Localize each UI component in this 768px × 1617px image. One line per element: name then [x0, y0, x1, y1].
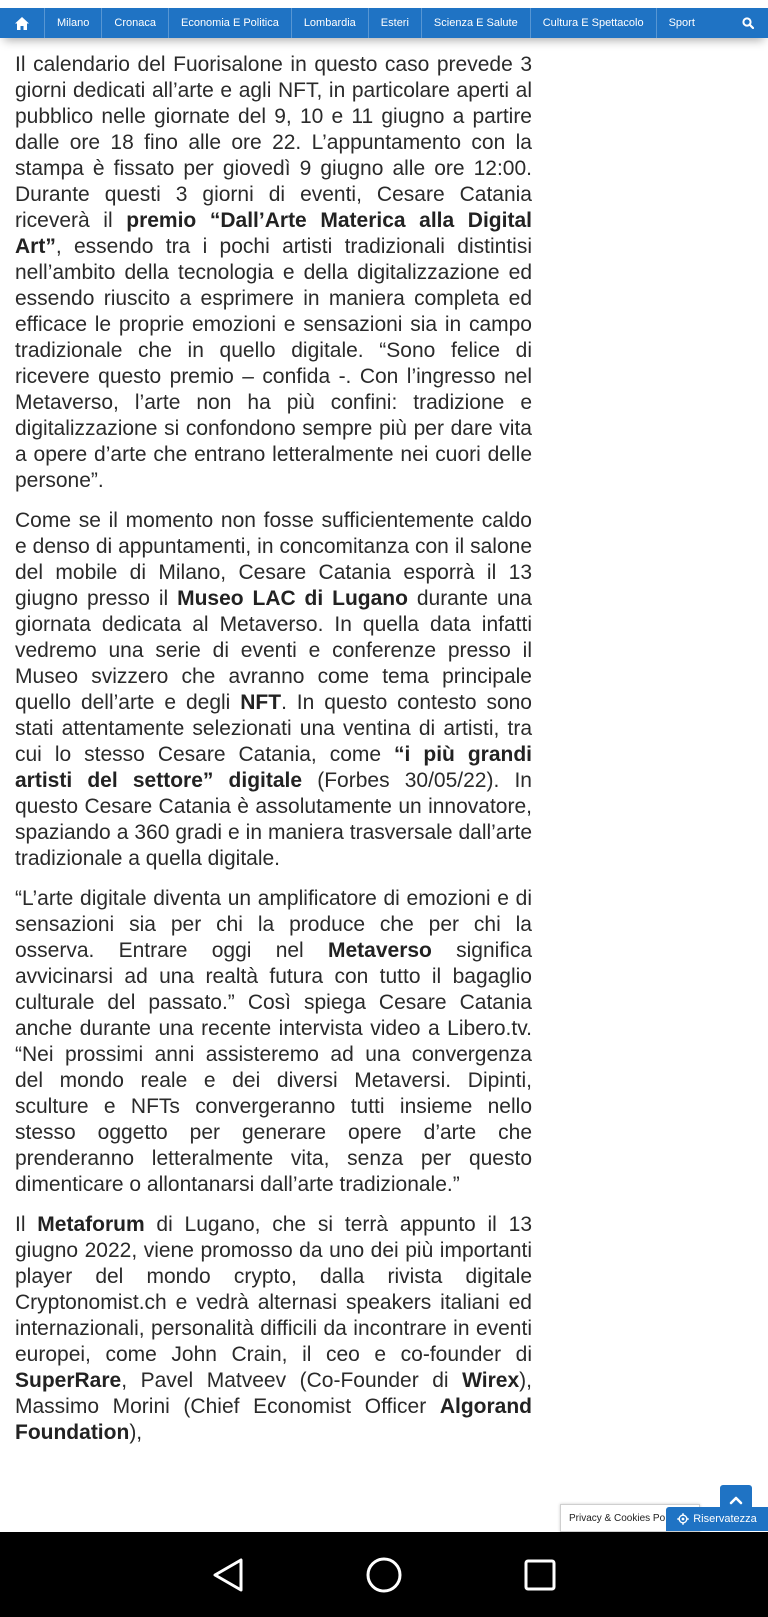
main-navigation — [0, 8, 768, 38]
recents-square-icon — [523, 1558, 557, 1592]
bold-text: Metaforum — [37, 1213, 145, 1236]
nav-item-lombardia[interactable]: Lombardia — [292, 8, 369, 38]
gear-icon — [677, 1513, 689, 1525]
system-home-button[interactable] — [360, 1551, 408, 1599]
bold-text: Metaverso — [327, 939, 432, 962]
system-recents-button[interactable] — [516, 1551, 564, 1599]
bold-text: Museo LAC di Lugano — [177, 587, 408, 610]
bold-text: Wirex — [462, 1369, 520, 1392]
bold-text: “i più grandi artisti del settore” digitale — [15, 743, 533, 792]
paragraph-quote-metaverso — [15, 886, 532, 1198]
text-span: Come se il momento non fosse sufficientemente caldo e denso di appuntamenti, in concomitanza con il salone del mobile di Milano, Cesare Catania esporrà il 13 giugno presso il — [15, 509, 532, 610]
bold-text: SuperRare — [15, 1369, 122, 1392]
text-span: ), Massimo Morini (Chief Economist Officer — [15, 1369, 532, 1418]
text-span: significa avvicinarsi ad una realtà futura con tutto il bagaglio culturale del passato.” Così spiega Cesare Catania anche durante una recente intervista video a Libero.tv. “Nei prossimi anni assisteremo ad una convergenza del mondo reale e dei diversi Metaversi. Dipinti, sculture e NFTs convergeranno tutti insieme nello stesso oggetto per generare opere d’arte che prenderanno letteralmente vita, senza per questo dimenticare o allontanarsi dall’arte tradizionale.” — [15, 939, 532, 1196]
text-span: di Lugano, che si terrà appunto il 13 giugno 2022, viene promosso da uno dei più importanti player del mondo crypto, dalla rivista digitale Cryptonomist.ch e vedrà alternasi speakers italiani ed internazionali, personalità difficili da incontrare in eventi europei, come John Crain, il ceo e co-founder di — [15, 1213, 532, 1366]
search-button[interactable] — [728, 8, 768, 38]
nav-item-milano[interactable]: Milano — [45, 8, 102, 38]
paragraph-fuorisalone — [15, 52, 532, 494]
nav-item-sport[interactable]: Sport — [668, 17, 695, 29]
text-span: , essendo tra i pochi artisti tradizionali distintisi nell’ambito della tecnologia e della digitalizzazione ed essendo riuscito a esprimere in maniera completa ed efficace le proprie emozioni e sensazioni sia in campo tradizionale che in quello digitale. “Sono felice di ricevere questo premio – confida -. Con l’ingresso nel Metaverso, l’arte non ha più confini: tradizione e digitalizzazione si confondono sempre più per dare vita a opere d’arte che entrano letteralmente nei cuori delle persone”. — [15, 235, 532, 492]
search-icon — [742, 17, 754, 29]
system-navigation-bar — [0, 1532, 768, 1617]
privacy-notice-text: Privacy & Cookies Po — [569, 1512, 666, 1524]
back-triangle-icon — [211, 1557, 245, 1593]
bold-text: premio “Dall’Arte Materica alla Digital Art” — [15, 209, 532, 258]
text-span: , Pavel Matveev (Co-Founder di — [121, 1369, 463, 1392]
paragraph-metaforum — [15, 1212, 532, 1446]
article-body — [15, 52, 532, 1460]
home-button[interactable] — [0, 8, 45, 38]
text-span: . In questo contesto sono stati attentamente selezionati una ventina di artisti, tra cui lo stesso Cesare Catania, come — [15, 691, 532, 766]
bold-text: NFT — [240, 691, 282, 714]
text-span: Il — [15, 1213, 38, 1236]
nav-item-esteri[interactable]: Esteri — [369, 8, 422, 38]
text-span: Il calendario del Fuorisalone in questo caso prevede 3 giorni dedicati all’arte e agli NFT, in particolare aperti al pubblico nelle giornate del 9, 10 e 11 giugno a partire dalle ore 18 fino alle ore 22. L’appuntamento con la stampa è fissato per giovedì 9 giugno alle ore 12:00. Durante questi 3 giorni di eventi, Cesare Catania riceverà il — [15, 53, 532, 232]
text-span: “L’arte digitale diventa un amplificatore di emozioni e di sensazioni sia per chi la produce che per chi la osserva. Entrare oggi nel — [15, 887, 532, 962]
privacy-settings-button[interactable] — [666, 1507, 768, 1531]
text-span: durante una giornata dedicata al Metaverso. In quella data infatti vedremo una serie di eventi e conferenze presso il Museo svizzero che avranno come tema principale quello dell’arte e degli — [15, 587, 532, 714]
nav-item-cultura-e-spettacolo[interactable]: Cultura E Spettacolo — [531, 8, 657, 38]
nav-item-economia-e-politica[interactable]: Economia E Politica — [169, 8, 292, 38]
text-span: (Forbes 30/05/22). In questo Cesare Catania è assolutamente un innovatore, spaziando a 360 gradi e in maniera trasversale dall’arte tradizionale a quella digitale. — [15, 769, 532, 870]
top-strip — [0, 0, 768, 8]
system-back-button[interactable] — [204, 1551, 252, 1599]
chevron-up-icon — [729, 1495, 743, 1505]
nav-item-cronaca[interactable]: Cronaca — [102, 8, 169, 38]
home-circle-icon — [365, 1556, 403, 1594]
paragraph-museo-lac — [15, 508, 532, 872]
nav-item-scienza-e-salute[interactable]: Scienza E Salute — [422, 8, 531, 38]
bold-text: Algorand Foundation — [15, 1395, 532, 1444]
privacy-button-label: Riservatezza — [693, 1513, 757, 1525]
home-icon — [15, 17, 29, 30]
text-span: ), — [129, 1421, 143, 1444]
